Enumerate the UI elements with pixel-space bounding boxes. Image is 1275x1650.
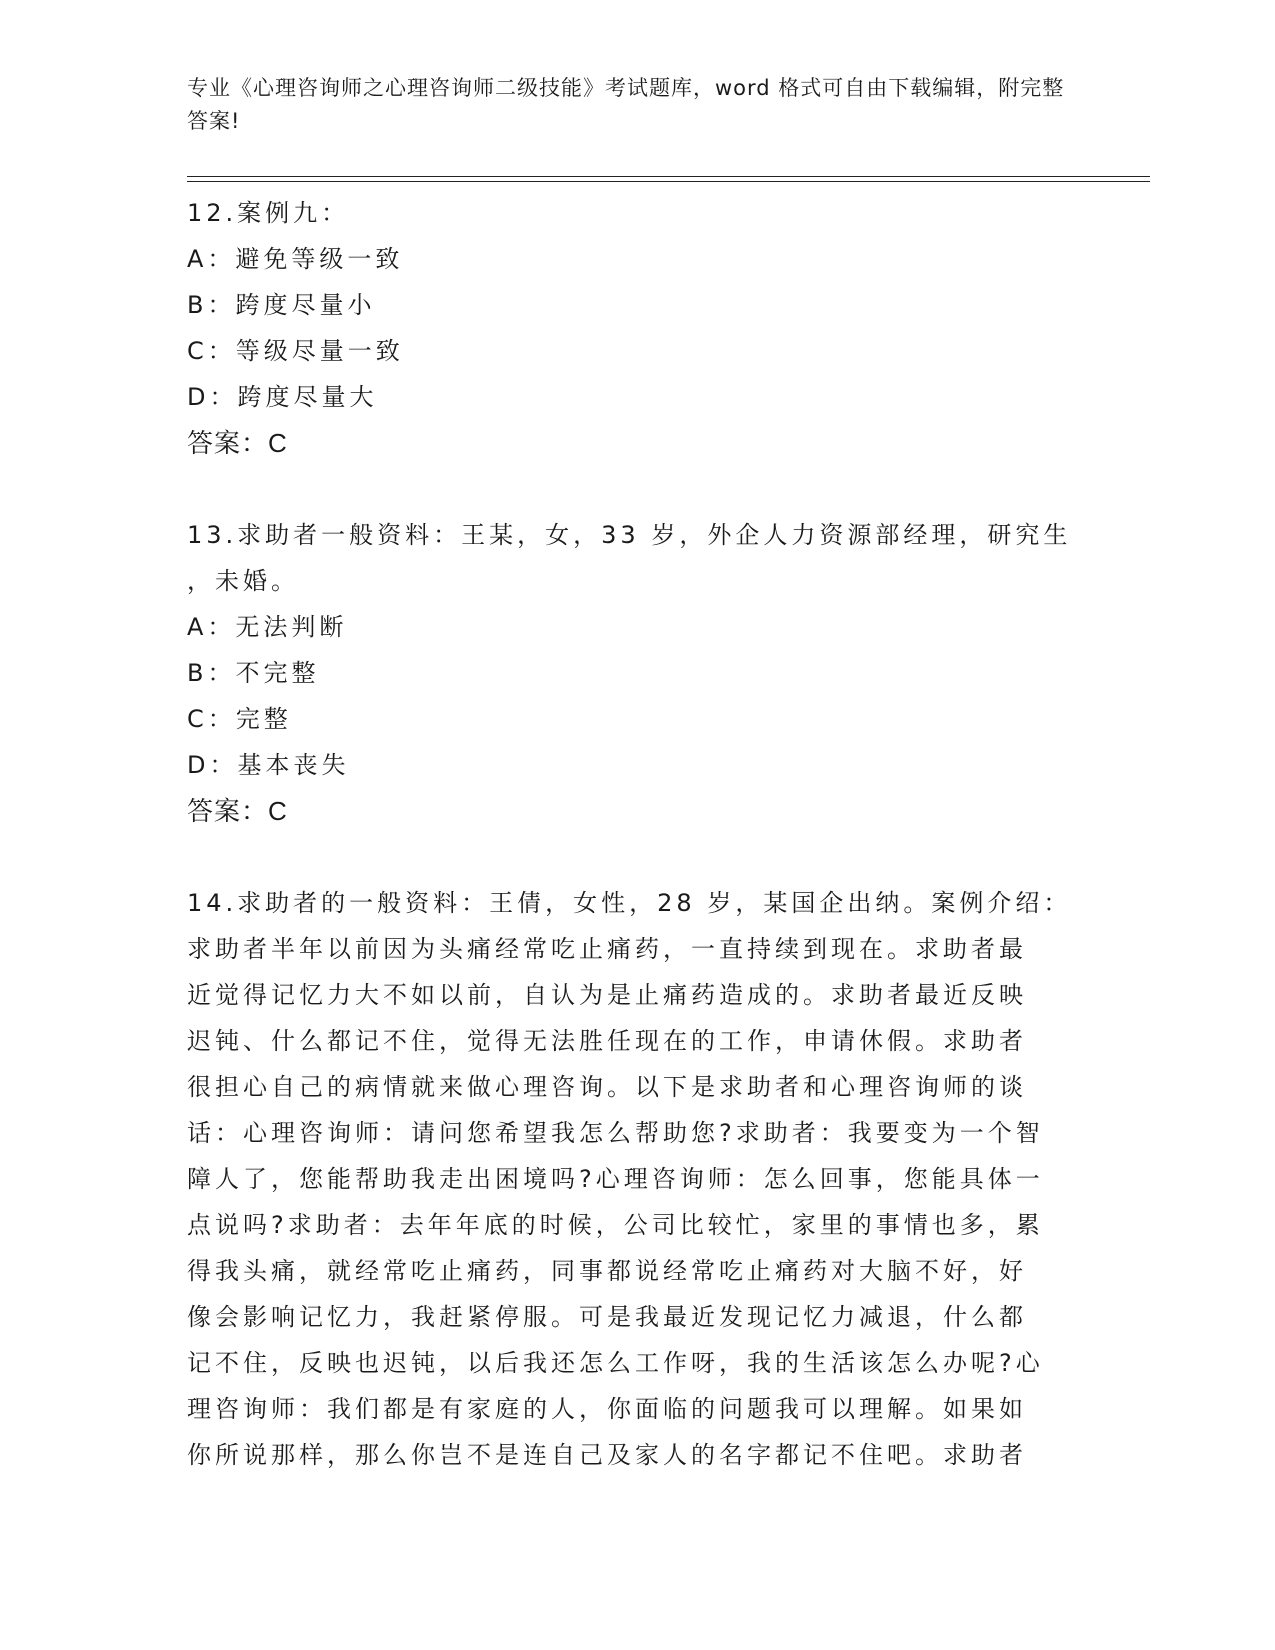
question-text-line: 理咨询师：我们都是有家庭的人，你面临的问题我可以理解。如果如 bbox=[187, 1395, 1027, 1423]
header-intro-text: 专业《心理咨询师之心理咨询师二级技能》考试题库，word 格式可自由下载编辑，附完整答案! bbox=[187, 76, 1065, 133]
header-divider-bottom bbox=[187, 181, 1150, 182]
question-13 bbox=[187, 512, 1087, 834]
option-c: C：等级尽量一致 bbox=[187, 337, 404, 365]
question-text-line: 记不住，反映也迟钝，以后我还怎么工作呀，我的生活该怎么办呢?心 bbox=[187, 1349, 1044, 1377]
option-b: B：跨度尽量小 bbox=[187, 291, 376, 319]
option-b: B：不完整 bbox=[187, 659, 320, 687]
question-text-line: 点说吗?求助者：去年年底的时候，公司比较忙，家里的事情也多，累 bbox=[187, 1211, 1044, 1239]
header-divider-top bbox=[187, 176, 1150, 177]
option-c: C：完整 bbox=[187, 705, 292, 733]
question-text-line: 像会影响记忆力，我赶紧停服。可是我最近发现记忆力减退，什么都 bbox=[187, 1303, 1027, 1331]
question-14 bbox=[187, 880, 1087, 1478]
option-d: D：基本丧失 bbox=[187, 751, 350, 779]
document-header bbox=[187, 72, 1067, 138]
option-a: A：无法判断 bbox=[187, 613, 348, 641]
question-text-line: 你所说那样，那么你岂不是连自己及家人的名字都记不住吧。求助者 bbox=[187, 1441, 1027, 1469]
answer-line: 答案：C bbox=[187, 428, 288, 458]
question-gap bbox=[187, 834, 1087, 880]
option-d: D：跨度尽量大 bbox=[187, 383, 378, 411]
question-text-line: 14.求助者的一般资料：王倩，女性，28 岁，某国企出纳。案例介绍： bbox=[187, 889, 1072, 917]
answer-line: 答案：C bbox=[187, 796, 288, 826]
question-title-line-2: ，未婚。 bbox=[187, 567, 299, 595]
question-list bbox=[187, 190, 1087, 1478]
question-text-line: 迟钝、什么都记不住，觉得无法胜任现在的工作，申请休假。求助者 bbox=[187, 1027, 1027, 1055]
question-12 bbox=[187, 190, 1087, 466]
option-a: A：避免等级一致 bbox=[187, 245, 404, 273]
question-text-line: 近觉得记忆力大不如以前，自认为是止痛药造成的。求助者最近反映 bbox=[187, 981, 1027, 1009]
question-text-line: 求助者半年以前因为头痛经常吃止痛药，一直持续到现在。求助者最 bbox=[187, 935, 1027, 963]
question-gap bbox=[187, 466, 1087, 512]
question-text-line: 话：心理咨询师：请问您希望我怎么帮助您?求助者：我要变为一个智 bbox=[187, 1119, 1044, 1147]
question-text-line: 得我头痛，就经常吃止痛药，同事都说经常吃止痛药对大脑不好，好 bbox=[187, 1257, 1027, 1285]
question-title-line-1: 13.求助者一般资料：王某，女，33 岁，外企人力资源部经理，研究生 bbox=[187, 521, 1072, 549]
question-text-line: 障人了，您能帮助我走出困境吗?心理咨询师：怎么回事，您能具体一 bbox=[187, 1165, 1044, 1193]
question-title: 12.案例九： bbox=[187, 199, 350, 227]
question-text-line: 很担心自己的病情就来做心理咨询。以下是求助者和心理咨询师的谈 bbox=[187, 1073, 1027, 1101]
